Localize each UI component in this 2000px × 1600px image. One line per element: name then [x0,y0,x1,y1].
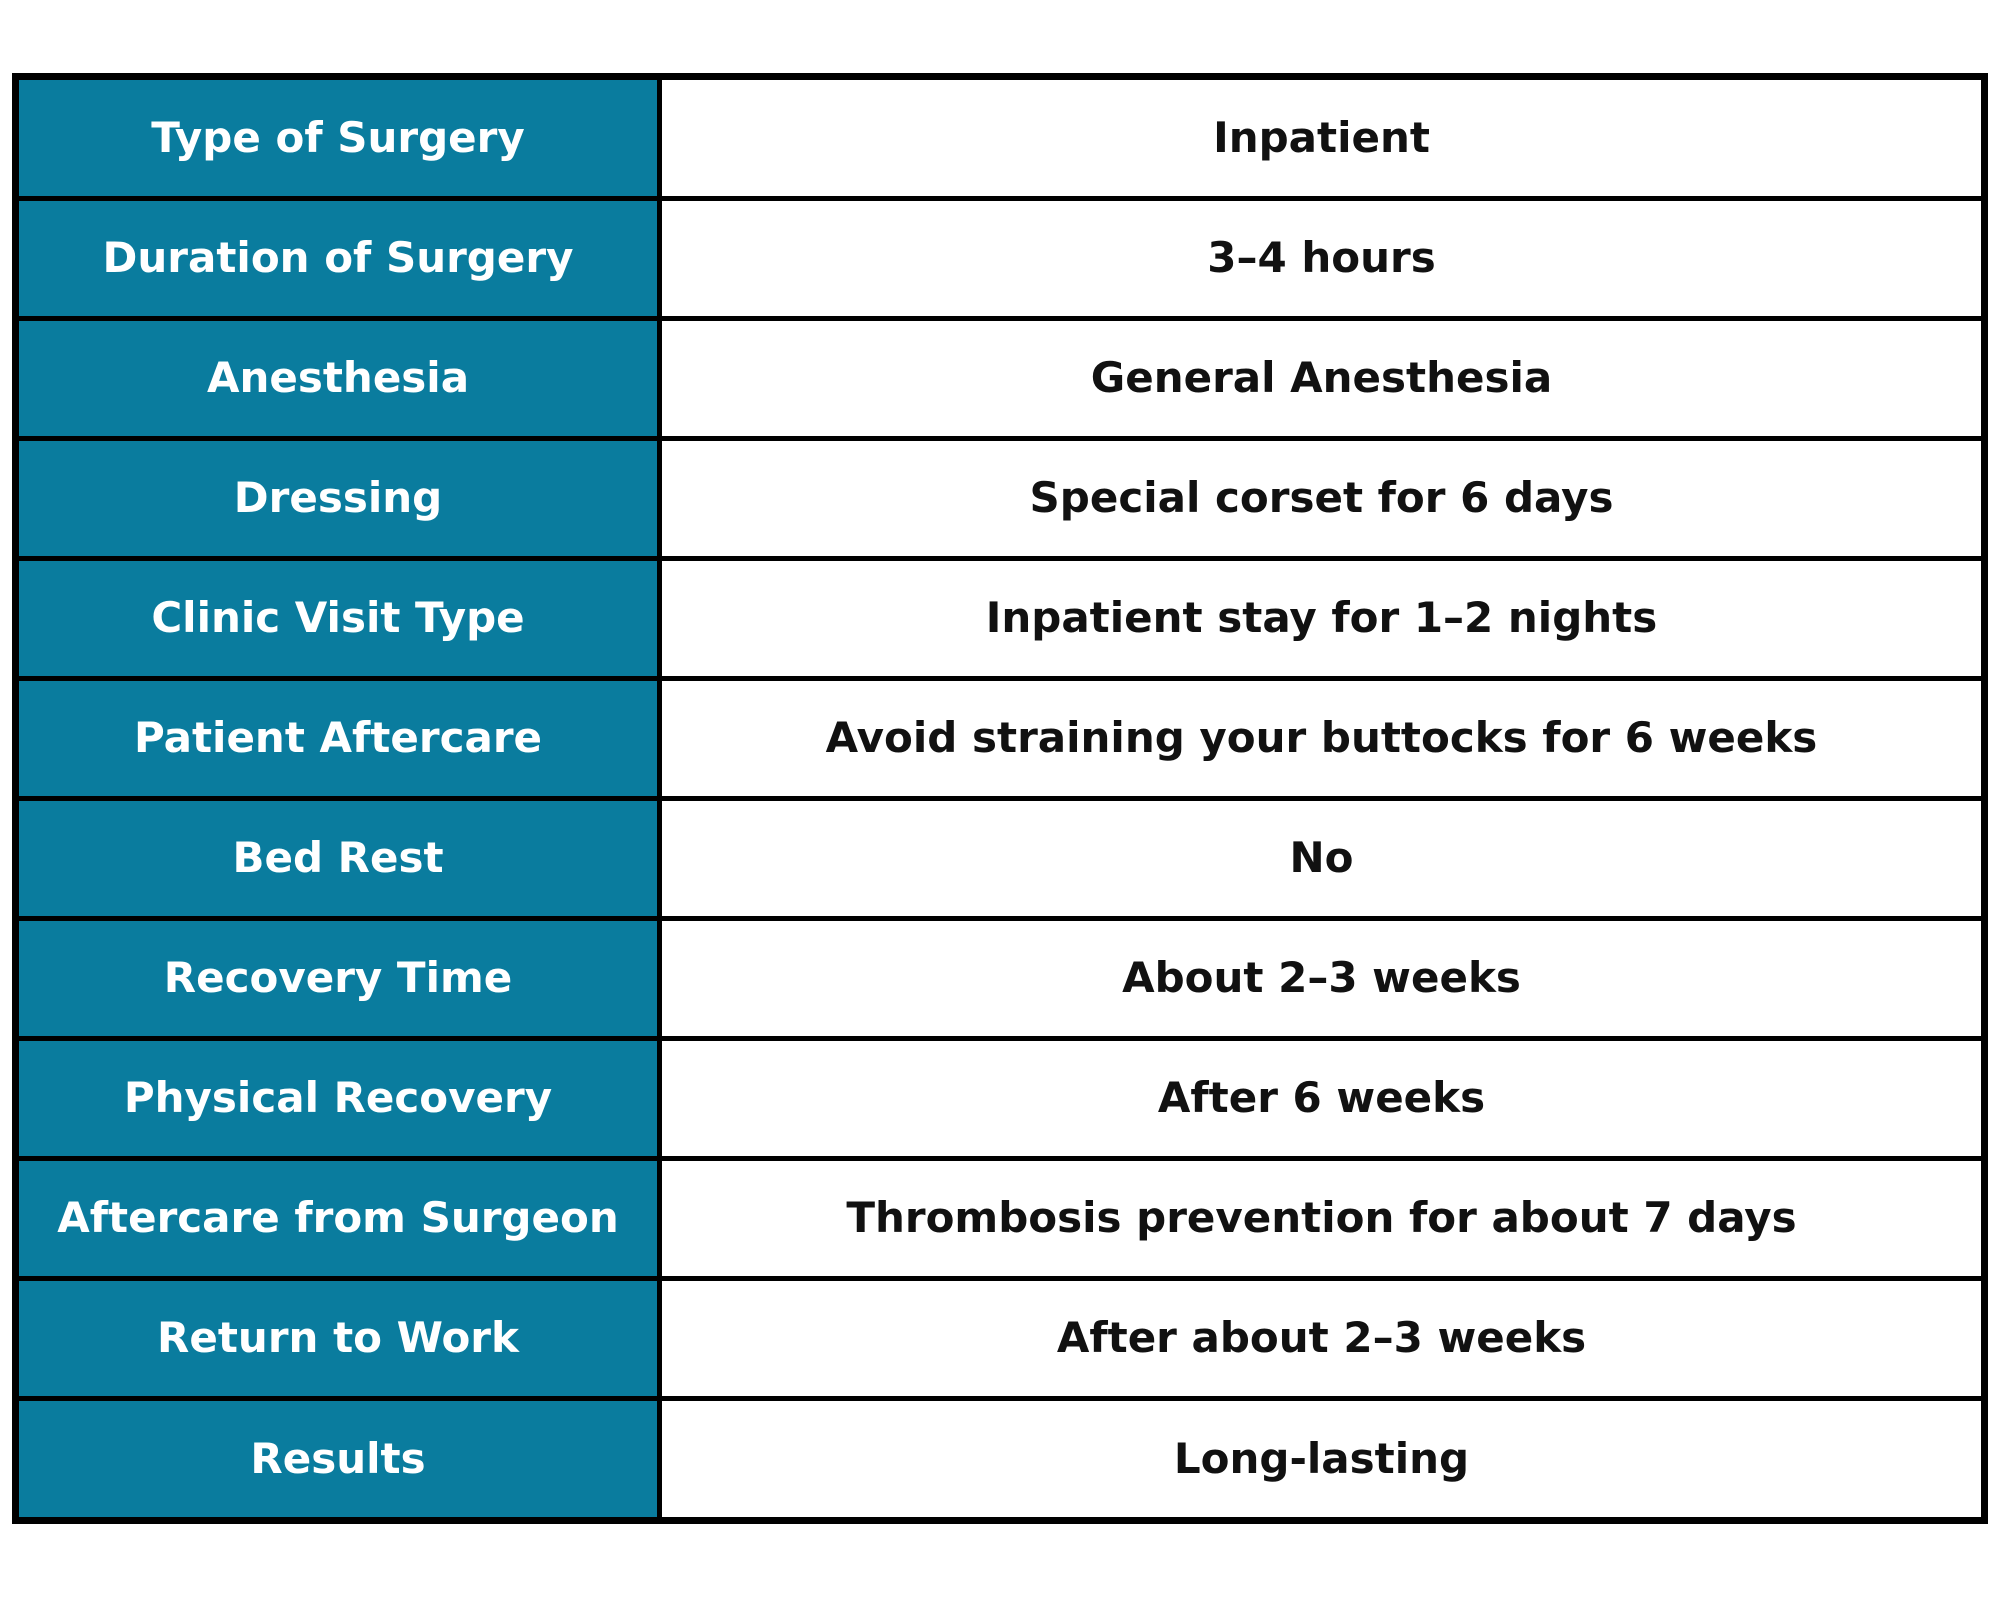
row-header-cell: Dressing [16,438,660,558]
row-header-cell: Return to Work [16,1279,660,1399]
row-header-cell: Results [16,1399,660,1521]
row-value-cell: After 6 weeks [660,1038,1985,1158]
table-row-bed-rest [16,798,1985,918]
row-header-cell: Type of Surgery [16,77,660,199]
row-value-cell: No [660,798,1985,918]
table-row-return-to-work [16,1279,1985,1399]
row-value-cell: After about 2–3 weeks [660,1279,1985,1399]
row-header-cell: Physical Recovery [16,1038,660,1158]
table-row-duration-of-surgery [16,198,1985,318]
table-row-anesthesia [16,318,1985,438]
row-value-cell: 3–4 hours [660,198,1985,318]
row-value-cell: Inpatient stay for 1–2 nights [660,558,1985,678]
table-row-recovery-time [16,918,1985,1038]
table-row-aftercare-from-surgeon [16,1158,1985,1278]
row-value-cell: Inpatient [660,77,1985,199]
row-value-cell: Thrombosis prevention for about 7 days [660,1158,1985,1278]
row-header-cell: Duration of Surgery [16,198,660,318]
table-row-physical-recovery [16,1038,1985,1158]
table-row-clinic-visit-type [16,558,1985,678]
row-value-cell: Avoid straining your buttocks for 6 weeks [660,678,1985,798]
row-header-cell: Clinic Visit Type [16,558,660,678]
surgery-info-table-container [12,73,1988,1524]
row-header-cell: Anesthesia [16,318,660,438]
row-header-cell: Patient Aftercare [16,678,660,798]
row-value-cell: Long-lasting [660,1399,1985,1521]
row-value-cell: General Anesthesia [660,318,1985,438]
table-row-patient-aftercare [16,678,1985,798]
surgery-info-table [12,73,1988,1524]
table-row-dressing [16,438,1985,558]
row-header-cell: Aftercare from Surgeon [16,1158,660,1278]
row-header-cell: Bed Rest [16,798,660,918]
table-row-results [16,1399,1985,1521]
row-value-cell: About 2–3 weeks [660,918,1985,1038]
row-header-cell: Recovery Time [16,918,660,1038]
table-row-type-of-surgery [16,77,1985,199]
row-value-cell: Special corset for 6 days [660,438,1985,558]
